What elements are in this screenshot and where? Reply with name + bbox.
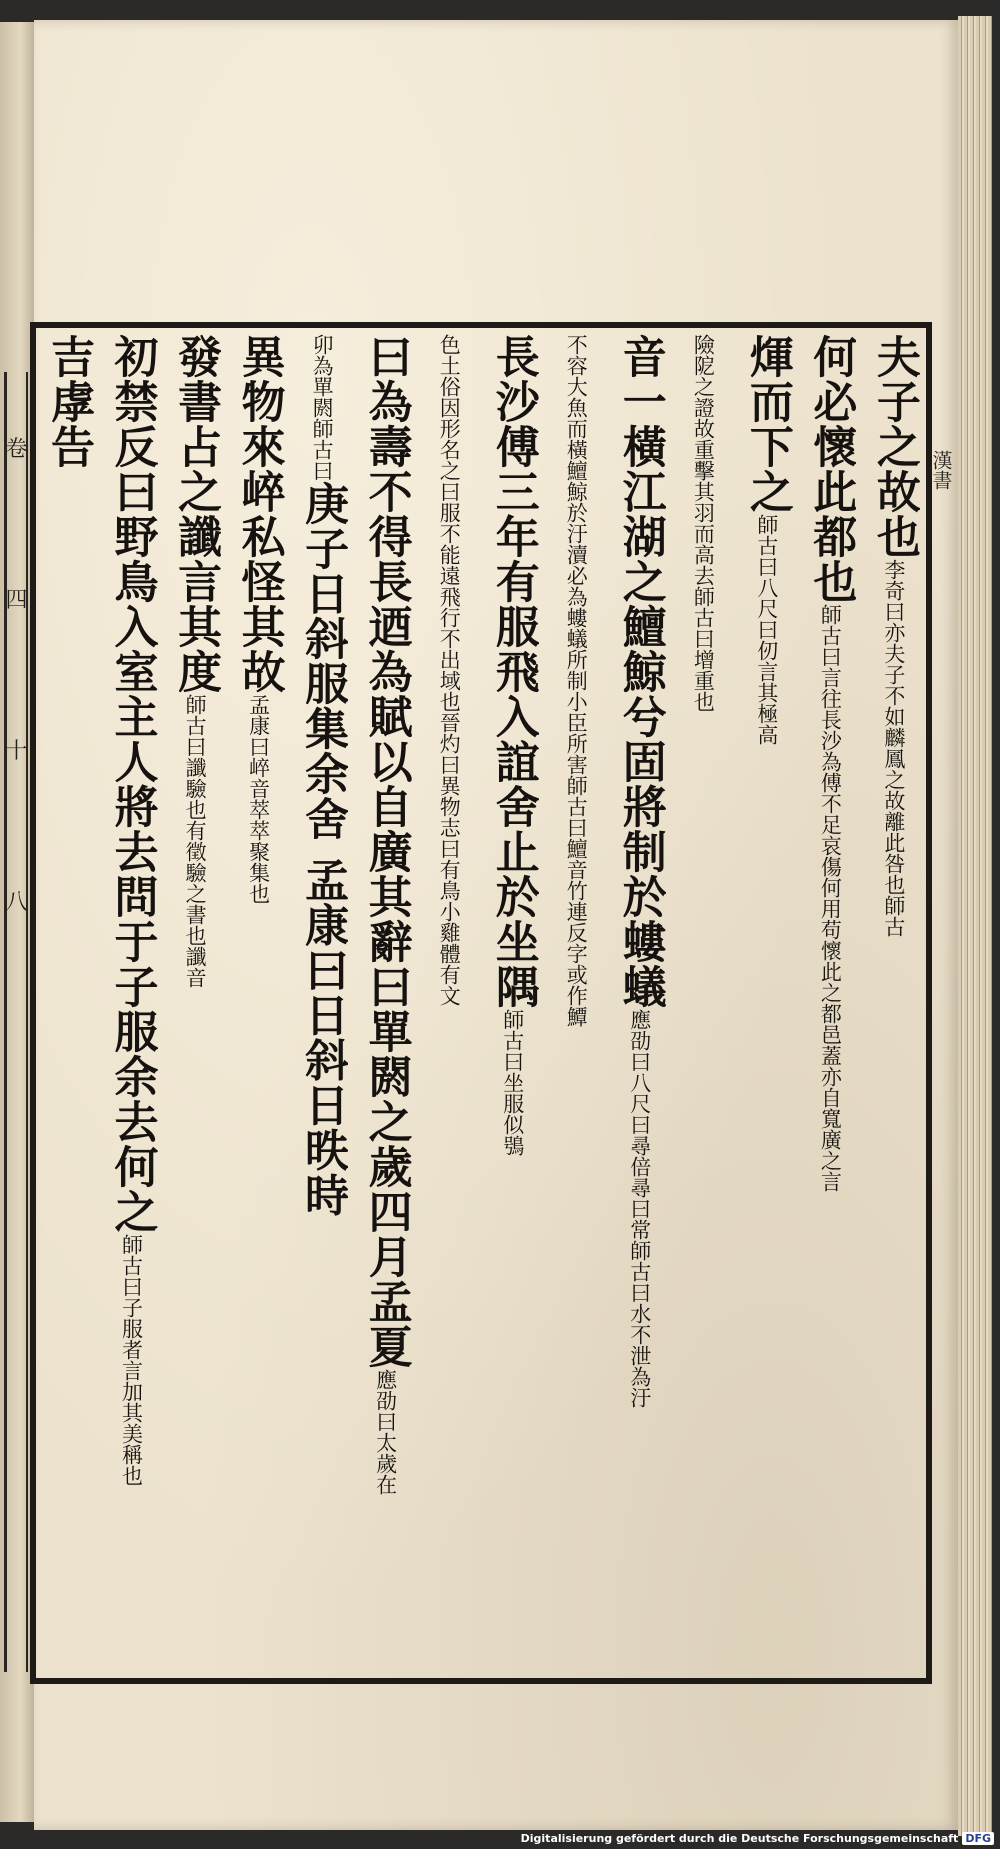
main-text: 夫子之故也 xyxy=(868,334,920,559)
text-column xyxy=(42,334,94,1674)
facing-page-column xyxy=(4,372,28,1672)
commentary-note: 應劭曰八尺曰尋倍尋曰常師古曰水不泄為汙 xyxy=(627,1009,652,1408)
commentary-note: 師古曰言往長沙為傅不足哀傷何用苟懷此之都邑蓋亦自寬廣之言 xyxy=(818,604,843,1192)
commentary-note: 小臣所害師古曰鱣音竹連反字或作鱏 xyxy=(564,691,589,1027)
running-header: 漢書 xyxy=(929,450,953,490)
text-column xyxy=(741,334,793,1674)
text-column xyxy=(614,334,666,1674)
text-column xyxy=(233,334,285,1674)
main-text: 煇而下之 xyxy=(741,334,793,514)
dfg-logo: DFG xyxy=(962,1832,994,1845)
facing-page-char: 四 xyxy=(5,588,28,613)
main-text: 曰為壽不得長迺為賦以自廣其辭曰單閼之歲四月孟夏 xyxy=(360,334,412,1369)
main-text: 何必懷此都也 xyxy=(805,334,857,604)
main-text: 吉虖告 xyxy=(43,334,94,469)
text-column xyxy=(677,334,729,1674)
facing-page-char: 八 xyxy=(5,890,28,915)
commentary-note: 庚子日斜服集余舍 孟康曰日斜日昳時 xyxy=(297,481,349,1218)
text-column xyxy=(487,334,539,1674)
page-stack-edges xyxy=(958,16,992,1836)
commentary-note: 師古曰子服者言加其美稱也 xyxy=(119,1234,144,1486)
commentary-note: 師古曰增重也 xyxy=(691,586,716,712)
main-text: 初禁反曰野鳥入室主人將去問于子服余去何之 xyxy=(106,334,158,1234)
text-column xyxy=(296,334,348,1674)
commentary-note: 師古曰讖驗也有徵驗之書也讖音 xyxy=(183,694,208,988)
main-text: 色土俗因形名之曰服不能遠飛行不出域也 xyxy=(437,334,462,712)
text-column xyxy=(804,334,856,1674)
main-text: 長沙傅三年有服飛入誼舍止於坐隅 xyxy=(487,334,539,1009)
vertical-text-block xyxy=(36,330,926,1678)
text-column xyxy=(169,334,221,1674)
text-column xyxy=(106,334,158,1674)
main-text: 發書占之讖言其度 xyxy=(170,334,222,694)
facing-page-char: 卷 xyxy=(5,437,28,462)
text-column xyxy=(868,334,920,1674)
main-text: 音一橫江湖之鱣鯨兮固將制於螻蟻 xyxy=(614,334,666,1009)
text-column xyxy=(550,334,602,1674)
commentary-note: 師古曰坐服似鴞 xyxy=(500,1009,525,1156)
text-column xyxy=(423,334,475,1674)
commentary-note: 孟康曰崪音萃萃聚集也 xyxy=(246,694,271,904)
main-text: 異物來崪私怪其故 xyxy=(233,334,285,694)
main-text: 不容大魚而橫鱣鯨於汙瀆必為螻蟻所制 xyxy=(564,334,589,691)
credit-text: Digitalisierung gefördert durch die Deutsche Forschungsgemeinschaft xyxy=(520,1832,959,1845)
digitization-credit xyxy=(521,1832,994,1845)
facing-page-char: 十 xyxy=(5,739,28,764)
commentary-note: 晉灼曰異物志曰有鳥小雞體有文 xyxy=(437,712,462,1006)
commentary-note: 應劭曰太歲在 xyxy=(373,1369,398,1495)
main-text: 險阸之證故重擊其羽而高去 xyxy=(691,334,716,586)
commentary-note: 李奇曰亦夫子不如麟鳳之故離此咎也師古 xyxy=(881,559,906,937)
commentary-note: 師古曰八尺曰仞言其極高 xyxy=(754,514,779,745)
main-text: 卯為單閼師古曰 xyxy=(310,334,335,481)
text-column xyxy=(360,334,412,1674)
